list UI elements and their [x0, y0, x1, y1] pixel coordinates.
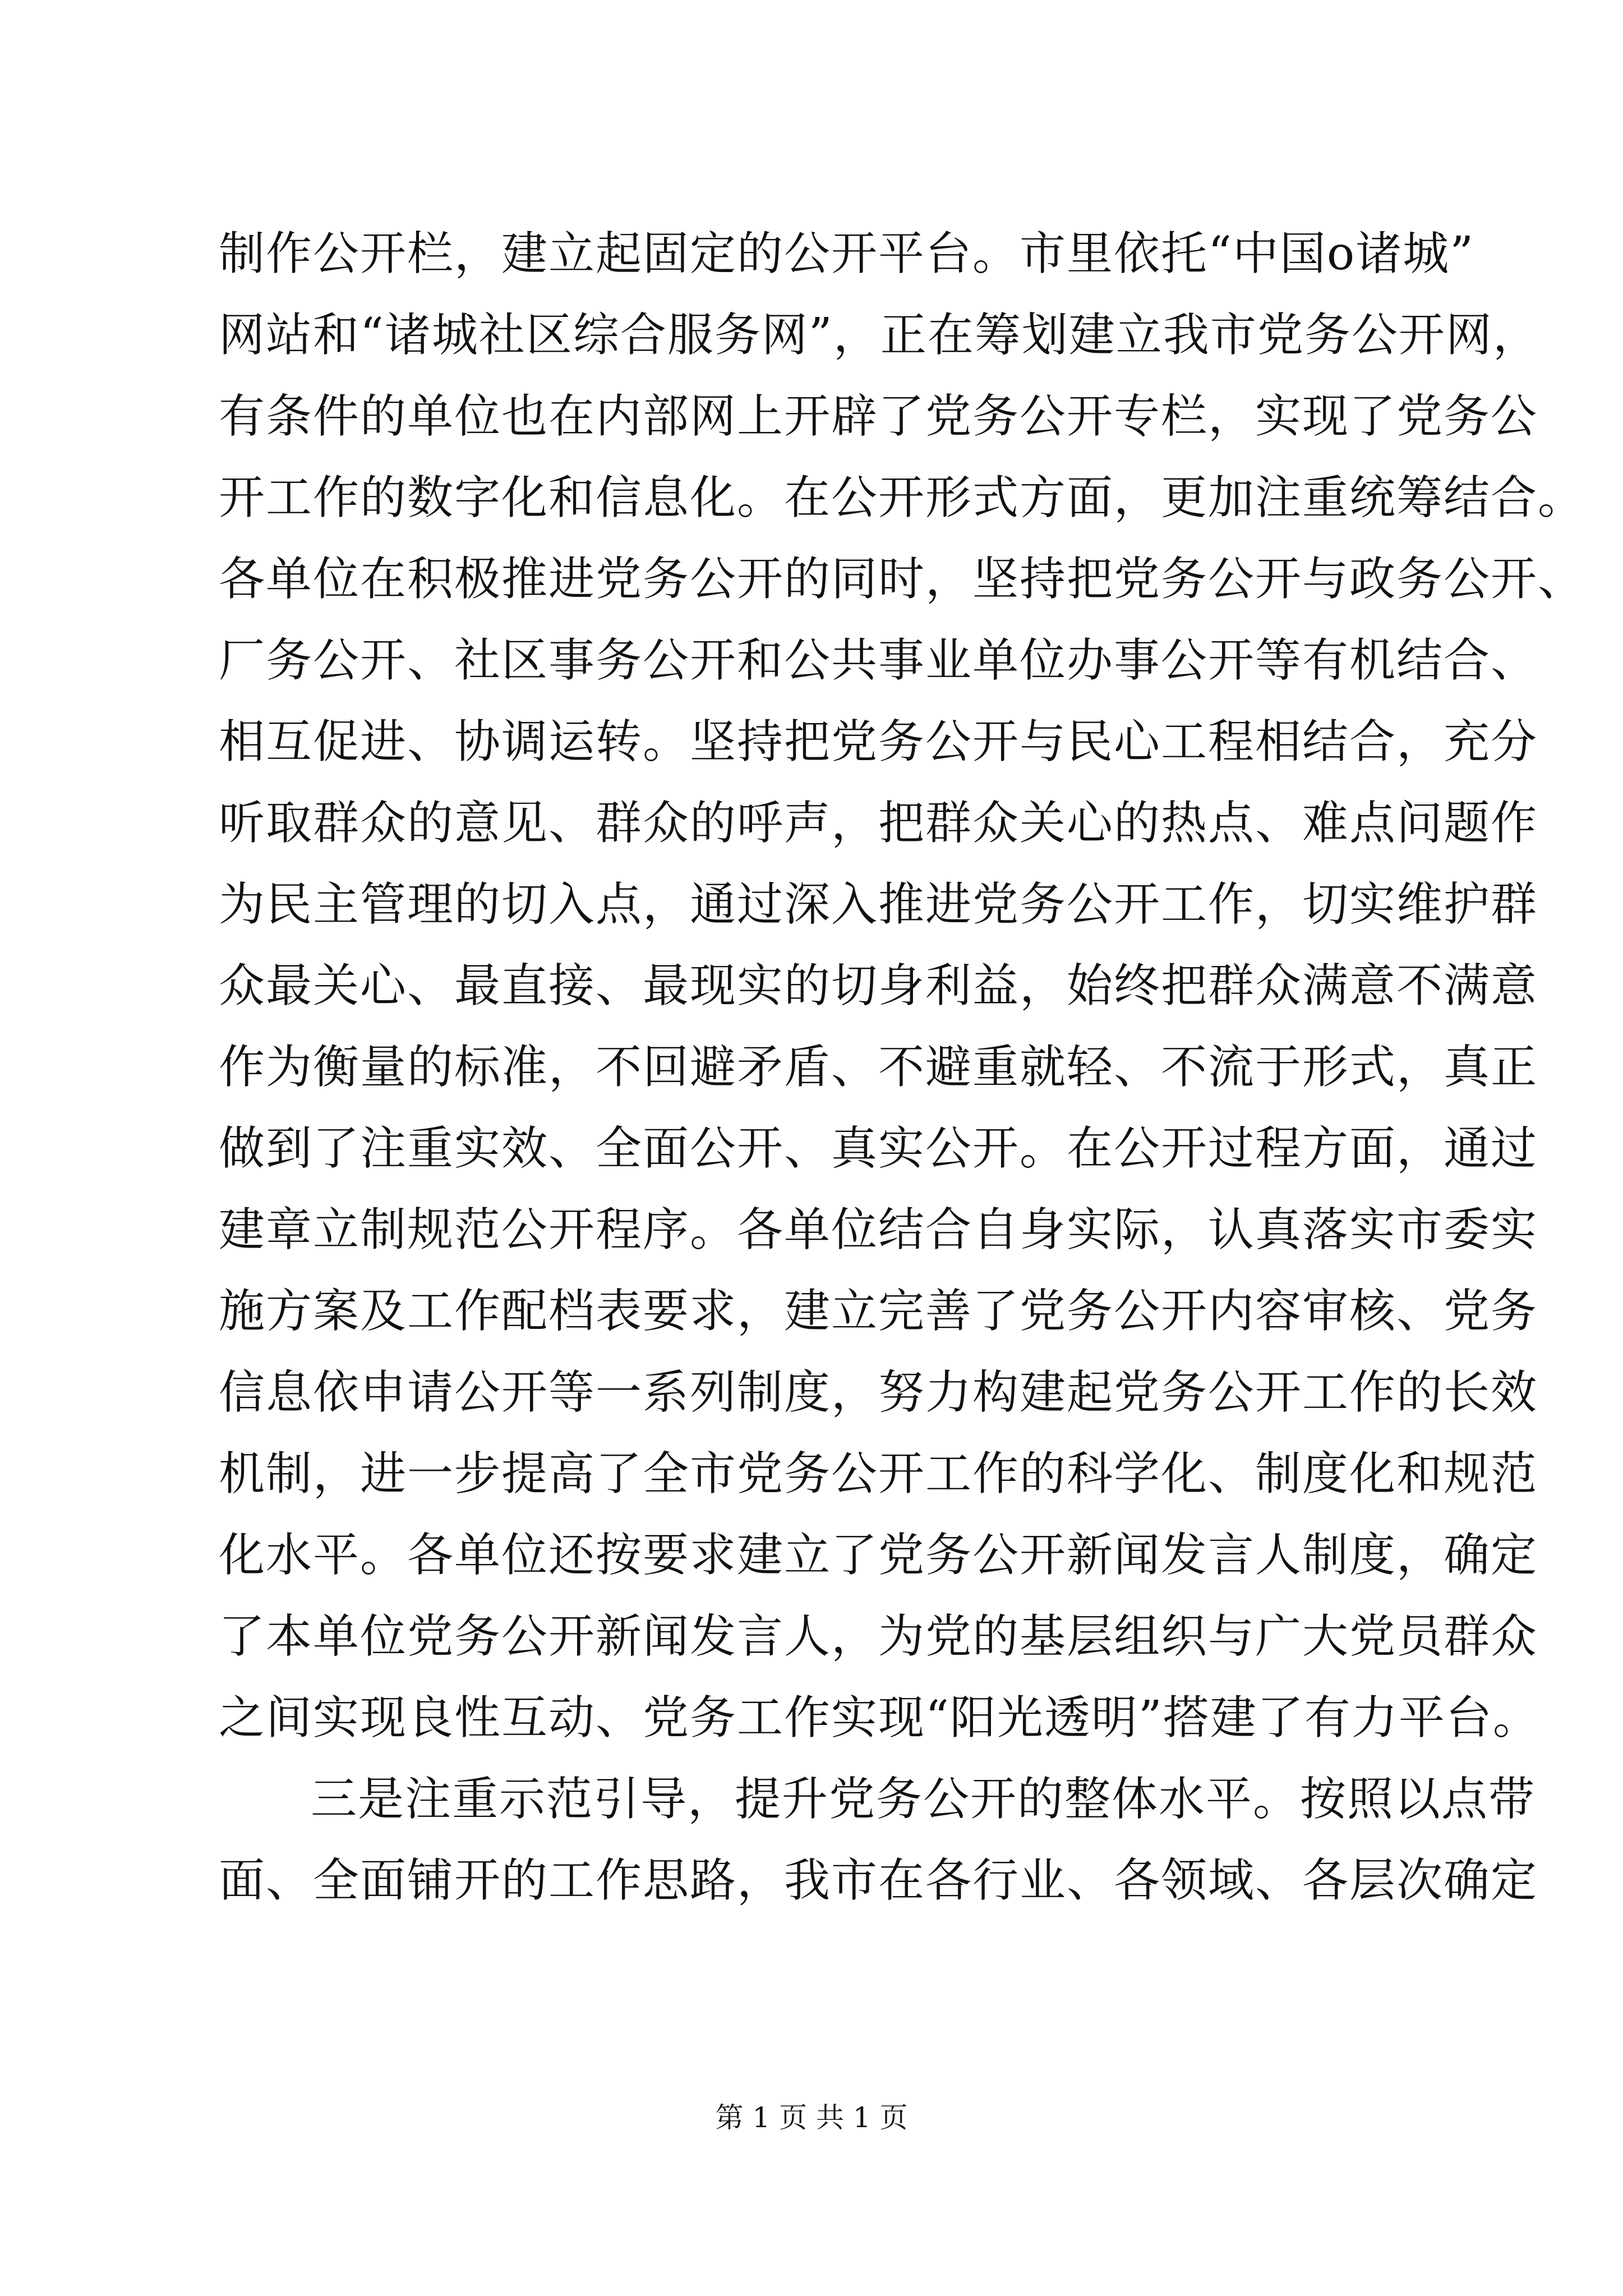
body-text — [219, 213, 1585, 1921]
paragraph-line: 为民主管理的切入点，通过深入推进党务公开工作，切实维护群 — [219, 878, 1538, 931]
paragraph-line: 厂务公开、社区事务公开和公共事业单位办事公开等有机结合、 — [219, 634, 1538, 687]
paragraph-line: 机制，进一步提高了全市党务公开工作的科学化、制度化和规范 — [219, 1447, 1538, 1501]
paragraph-line: 听取群众的意见、群众的呼声，把群众关心的热点、难点问题作 — [219, 797, 1538, 850]
paragraph-line-indented: 三是注重示范引导，提升党务公开的整体水平。按照以点带 — [311, 1773, 1536, 1826]
paragraph-line: 了本单位党务公开新闻发言人，为党的基层组织与广大党员群众 — [219, 1610, 1538, 1663]
paragraph-line: 化水平。各单位还按要求建立了党务公开新闻发言人制度，确定 — [219, 1529, 1538, 1582]
paragraph-line: 作为衡量的标准，不回避矛盾、不避重就轻、不流于形式，真正 — [219, 1041, 1538, 1094]
paragraph-line: 信息依申请公开等一系列制度，努力构建起党务公开工作的长效 — [219, 1366, 1538, 1419]
paragraph-line: 施方案及工作配档表要求，建立完善了党务公开内容审核、党务 — [219, 1285, 1538, 1338]
paragraph-line: 网站和“诸城社区综合服务网”，正在筹划建立我市党务公开网， — [219, 309, 1540, 362]
paragraph-line: 之间实现良性互动、党务工作实现“阳光透明”搭建了有力平台。 — [219, 1691, 1540, 1745]
paragraph-line: 面、全面铺开的工作思路，我市在各行业、各领域、各层次确定 — [219, 1854, 1538, 1907]
paragraph-line: 制作公开栏，建立起固定的公开平台。市里依托“中国o诸城” — [219, 227, 1475, 280]
paragraph-line: 相互促进、协调运转。坚持把党务公开与民心工程相结合，充分 — [219, 715, 1538, 769]
paragraph-line: 各单位在积极推进党务公开的同时，坚持把党务公开与政务公开、 — [219, 553, 1585, 606]
paragraph-line: 做到了注重实效、全面公开、真实公开。在公开过程方面，通过 — [219, 1122, 1538, 1175]
page-footer: 第 1 页 共 1 页 — [715, 2101, 908, 2134]
paragraph-line: 有条件的单位也在内部网上开辟了党务公开专栏，实现了党务公 — [219, 390, 1538, 443]
paragraph-line: 开工作的数字化和信息化。在公开形式方面，更加注重统筹结合。 — [219, 471, 1585, 524]
paragraph-line: 建章立制规范公开程序。各单位结合自身实际，认真落实市委实 — [219, 1203, 1538, 1257]
paragraph-line: 众最关心、最直接、最现实的切身利益，始终把群众满意不满意 — [219, 959, 1538, 1013]
